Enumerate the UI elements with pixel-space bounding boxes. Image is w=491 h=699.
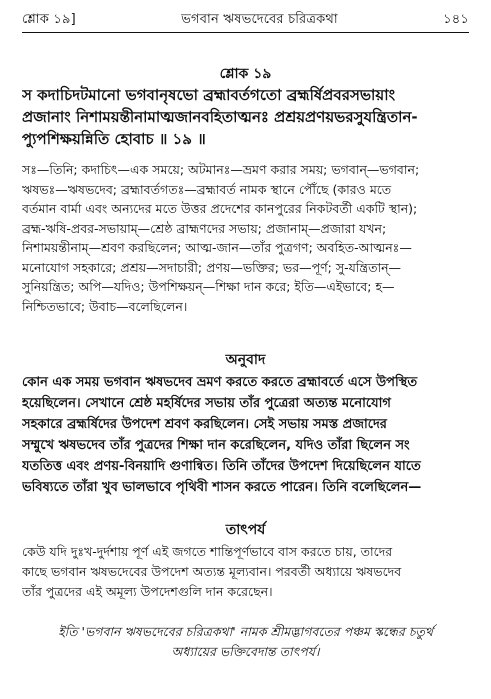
translation-heading: অনুবাদ [225,352,266,368]
verse-line: প্রজানাং নিশাময়ন্তীনামাত্মজানবহিতাত্মনঃ প্রশ্রয়প্রণয়ভরসুযন্ত্রিতান- [22,108,418,126]
translation-line: যততিত্ত এবং প্রণয়-বিনয়াদি গুণান্বিত। তিনি তাঁদের উপদেশ দিয়েছিলেন যাতে [22,459,421,474]
purport-line: তাঁর পুত্রদের এই অমূল্য উপদেশগুলি দান করেছেন। [22,584,273,599]
chapter-closing-note [22,622,469,662]
translation-line: সহকারে ব্রহ্মর্ষিদের উপদেশ শ্রবণ করছিলেন। সেই সভায় সমস্ত প্রজাদের [22,417,387,432]
header-rule [22,32,469,33]
synonym-line: নিশাময়ন্তীনাম্—শ্রবণ করছিলেন; আত্ম-জান—তাঁর পুত্রগণ; অবহিত-আত্মনঃ— [22,240,412,255]
header-chapter-title: ভগবান ঋষভদেবের চরিত্রকথা [181,12,338,27]
page-number: ১৪১ [443,12,469,27]
translation-line: কোন এক সময় ভগবান ঋষভদেব ভ্রমণ করতে করতে ব্রহ্মাবর্তে এসে উপস্থিত [22,375,418,390]
sanskrit-verse [22,84,469,150]
verse-line: প্যুপশিক্ষয়ন্নিতি হোবাচ ॥ ১৯ ॥ [22,130,206,148]
translation-line: ভবিষ্যতে তাঁরা খুব ভালভাবে পৃথিবী শাসন করতে পারেন। তিনি বলেছিলেন— [22,480,422,495]
verse-number: শ্লোক ১৯ [219,66,272,82]
synonym-line: বর্তমান বার্মা এবং অন্যদের মতে উত্তর প্রদেশের কানপুরের নিকটবর্তী একটি স্থান); [22,201,418,216]
purport-line: কেউ যদি দুঃখ-দুর্দশায় পূর্ণ এই জগতে শান্তিপূর্ণভাবে বাস করতে চায়, তাদের [22,544,393,559]
synonym-line: সুনিয়ন্ত্রিত; অপি—যদিও; উপশিক্ষয়ন্—শিক্ষা দান করে; ইতি—এইভাবে; হ— [22,279,395,294]
verse-line: স কদাচিদটমানো ভগবানৃষভো ব্রহ্মাবর্তগতো ব্রহ্মর্ষিপ্রবরসভায়াং [22,86,396,104]
synonym-line: সঃ—তিনি; কদাচিৎ—এক সময়ে; অটমানঃ—ভ্রমণ করার সময়; ভগবান্—ভগবান; [22,162,420,177]
closing-line: অধ্যায়ের ভক্তিবেদান্ত তাৎপর্য। [171,644,320,659]
translation-line: সম্মুখে ঋষভদেব তাঁর পুত্রদের শিক্ষা দান করেছিলেন, যদিও তাঁরা ছিলেন সং [22,438,410,453]
word-synonyms [22,160,469,316]
running-header [22,10,469,31]
purport-text [22,542,469,602]
purport-heading: তাৎপর্য [225,522,266,538]
translation-text [22,372,469,498]
synonym-line: নিশ্চিতভাবে; উবাচ—বলেছিলেন। [22,298,188,314]
translation-line: হয়েছিলেন। সেখানে শ্রেষ্ঠ মহর্ষিদের সভায় তাঁর পুত্রেরা অত্যন্ত মনোযোগ [22,396,391,411]
synonym-line: ঋষভঃ—ঋষভদেব; ব্রহ্মাবর্তগতঃ—ব্রহ্মাবর্ত নামক স্থানে পৌঁছে (কারও মতে [22,181,392,197]
header-verse-ref: শ্লোক ১৯] [22,12,76,27]
closing-line: ইতি 'ভগবান ঋষভদেবের চরিত্রকথা' নামক শ্রীমদ্ভাগবতের পঞ্চম স্কন্ধের চতুর্থ [58,624,433,639]
synonym-line: মনোযোগ সহকারে; প্রশ্রয়—সদাচারী; প্রণয়—ভক্তির; ভর—পূর্ণ; সু-যন্ত্রিতান্— [22,259,402,275]
synonym-line: ব্রহ্ম-ঋষি-প্রবর-সভায়াম্—শ্রেষ্ঠ ব্রাহ্মণদের সভায়; প্রজানাম্—প্রজারা যখন; [22,220,387,236]
purport-line: কাছে ভগবান ঋষভদেবের উপদেশ অত্যন্ত মূল্যবান। পরবর্তী অধ্যায়ে ঋষভদেব [22,564,402,579]
